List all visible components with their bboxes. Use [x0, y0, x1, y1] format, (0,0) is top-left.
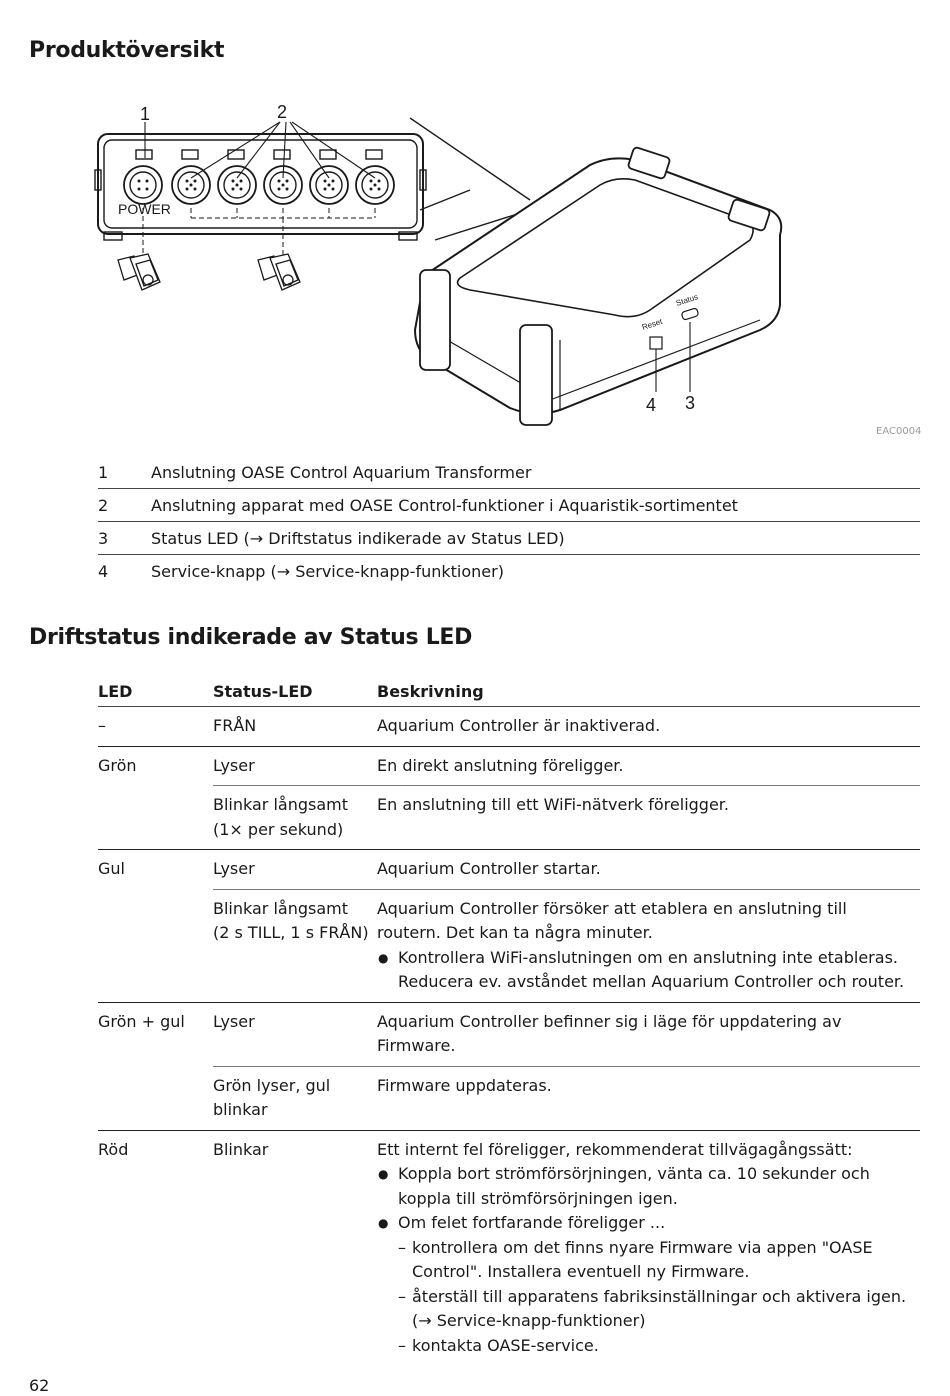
description-cell: Aquarium Controller startar. [377, 850, 920, 890]
table-row [98, 456, 920, 489]
table-row [98, 1130, 920, 1365]
status-label: Status [674, 292, 700, 308]
parts-legend [98, 456, 920, 587]
table-row [98, 850, 920, 890]
status-cell: Lyser [213, 850, 377, 890]
description-text: Ett internt fel föreligger, rekommenderat tillvägagångssätt: [377, 1139, 853, 1159]
figure-code: EAC0004 [876, 426, 922, 437]
description-cell [377, 1130, 920, 1365]
product-overview-figure [90, 100, 930, 440]
table-row [98, 786, 920, 850]
aquarium-controller-device [415, 147, 781, 425]
status-cell: Grön lyser, gul blinkar [213, 1066, 377, 1130]
table-row [98, 489, 920, 522]
dash-item: – kontrollera om det finns nyare Firmware via appen "OASE Control". Installera eventuell ny Firmware. [412, 1236, 912, 1285]
dash-item: – kontakta OASE-service. [412, 1334, 912, 1359]
table-row [98, 1066, 920, 1130]
table-row [98, 522, 920, 555]
callout-4: 4 [646, 395, 657, 415]
part-number: 4 [98, 561, 109, 581]
column-header-description: Beskrivning [377, 676, 920, 707]
led-cell: – [98, 707, 213, 747]
bullet-item [398, 1211, 912, 1358]
part-description[interactable]: Status LED (→ Driftstatus indikerade av Status LED) [151, 522, 920, 555]
dash-item[interactable]: – återställ till apparatens fabriksinställningar och aktivera igen. (→ Service-knapp-funktioner) [412, 1285, 912, 1334]
led-cell: Röd [98, 1130, 213, 1365]
page-title: Produktöversikt [29, 38, 225, 63]
callout-2: 2 [277, 102, 288, 122]
connector-panel [95, 102, 426, 260]
status-cell: Lyser [213, 1002, 377, 1066]
description-cell: Firmware uppdateras. [377, 1066, 920, 1130]
power-label: POWER [118, 201, 171, 217]
led-cell: Gul [98, 850, 213, 1003]
status-led-table [98, 676, 920, 1365]
column-header-status: Status-LED [213, 676, 377, 707]
table-row [98, 1002, 920, 1066]
part-description: Anslutning apparat med OASE Control-funktioner i Aquaristik-sortimentet [151, 489, 920, 522]
part-description: Anslutning OASE Control Aquarium Transformer [151, 456, 920, 489]
plug-icon [118, 254, 160, 290]
bullet-item: ● Kontrollera WiFi-anslutningen om en anslutning inte etableras. Reducera ev. avståndet mellan Aquarium Controller och router. [398, 946, 912, 995]
status-cell: Lyser [213, 746, 377, 786]
part-number: 2 [98, 489, 151, 522]
status-cell: Blinkar långsamt (1× per sekund) [213, 786, 377, 850]
description-cell: En direkt anslutning föreligger. [377, 746, 920, 786]
part-description[interactable]: Service-knapp (→ Service-knapp-funktioner) [151, 561, 504, 581]
led-cell: Grön [98, 746, 213, 850]
bullet-item: ● Koppla bort strömförsörjningen, vänta ca. 10 sekunder och koppla till strömförsörjningen igen. [398, 1162, 912, 1211]
part-number: 3 [98, 522, 151, 555]
description-cell [377, 889, 920, 1002]
column-header-led: LED [98, 676, 213, 707]
part-number: 1 [98, 456, 151, 489]
table-row [98, 555, 920, 588]
description-cell: Aquarium Controller befinner sig i läge för uppdatering av Firmware. [377, 1002, 920, 1066]
callout-3: 3 [685, 393, 696, 413]
description-cell: Aquarium Controller är inaktiverad. [377, 707, 920, 747]
table-row [98, 746, 920, 786]
description-text: Aquarium Controller försöker att etablera en anslutning till routern. Det kan ta några minuter. [377, 898, 847, 942]
plug-icon [258, 254, 300, 290]
callout-1: 1 [140, 104, 151, 124]
table-row [98, 889, 920, 1002]
table-row [98, 707, 920, 747]
table-header-row [98, 676, 920, 707]
page-number: 62 [29, 1376, 50, 1395]
section-title: Driftstatus indikerade av Status LED [29, 625, 473, 650]
bullet-text: Om felet fortfarande föreligger ... [398, 1213, 666, 1232]
description-cell: En anslutning till ett WiFi-nätverk föreligger. [377, 786, 920, 850]
reset-label: Reset [640, 316, 664, 332]
status-cell: Blinkar [213, 1130, 377, 1365]
status-cell: FRÅN [213, 707, 377, 747]
status-cell: Blinkar långsamt (2 s TILL, 1 s FRÅN) [213, 889, 377, 1002]
led-cell: Grön + gul [98, 1002, 213, 1130]
